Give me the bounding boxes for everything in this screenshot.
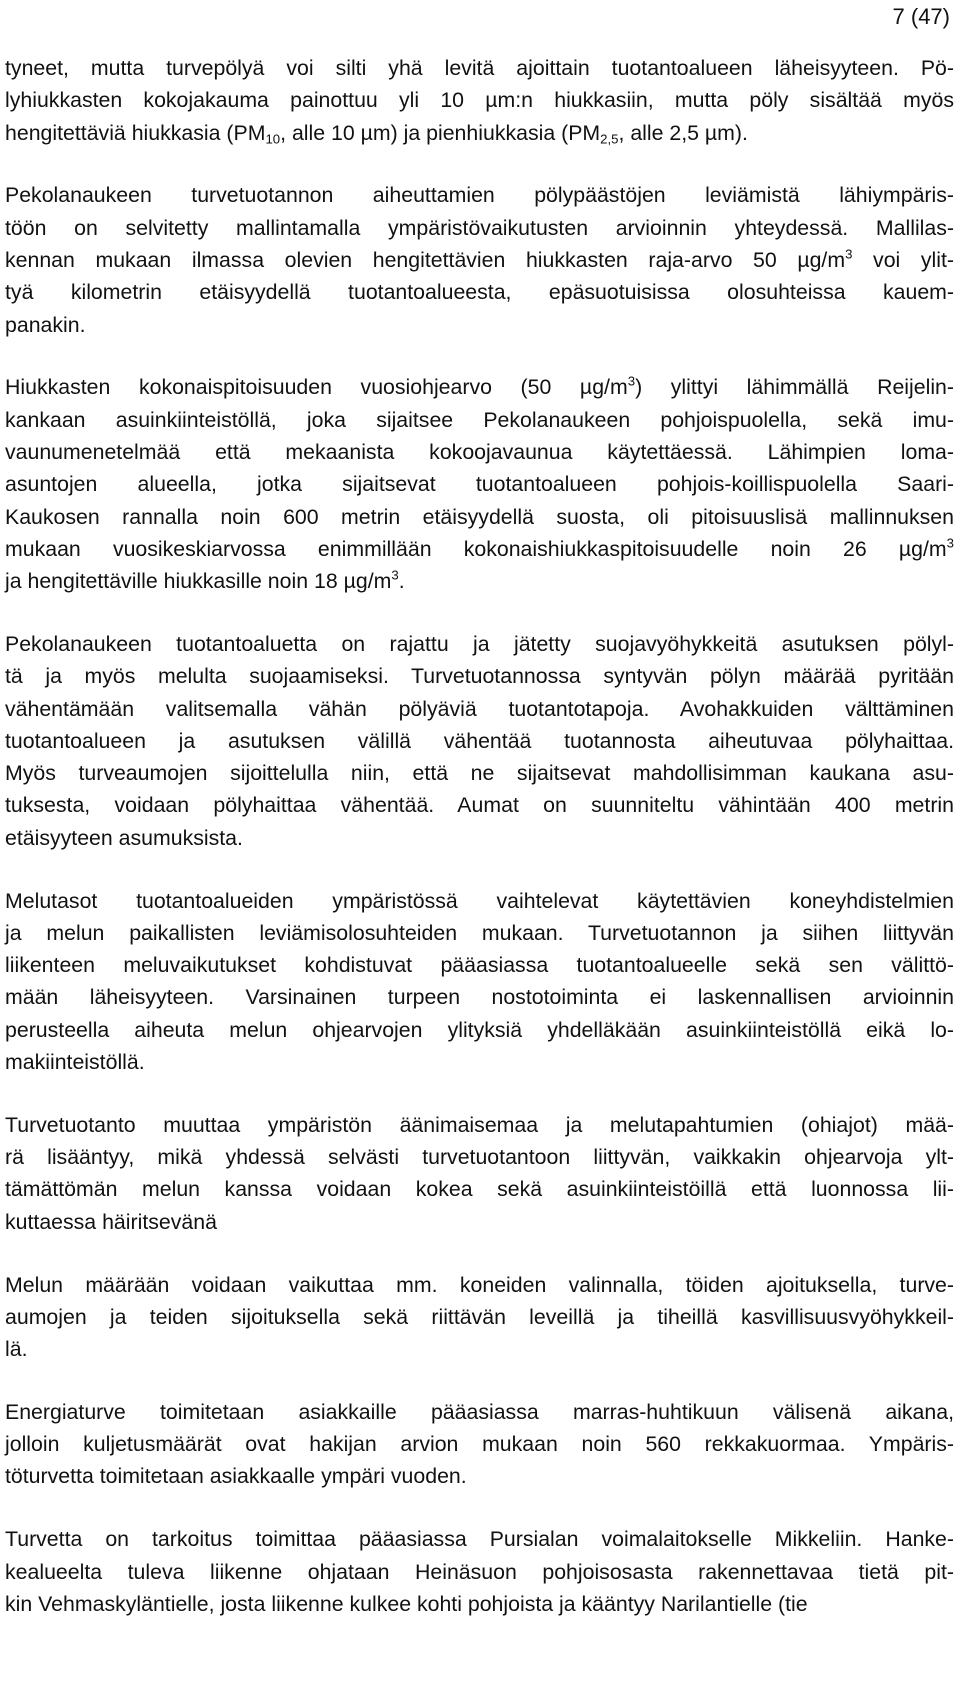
text-line: Myös turveaumojen sijoittelulla niin, että ne sijaitsevat mahdollisimman kaukana asu- bbox=[5, 761, 954, 786]
text-line: tyä kilometrin etäisyydellä tuotantoalueesta, epäsuotuisissa olosuhteissa kauem- bbox=[5, 280, 954, 305]
text-line: tuotantoalueen ja asutuksen välillä vähentää tuotannosta aiheutuvaa pölyhaittaa. bbox=[5, 728, 954, 753]
text-line: vaunumenetelmää että mekaanista kokoojavaunua käytettäessä. Lähimpien loma- bbox=[5, 439, 954, 464]
paragraph bbox=[5, 371, 954, 597]
text-line: tuksesta, voidaan pölyhaittaa vähentää. Aumat on suunniteltu vähintään 400 metrin bbox=[5, 793, 954, 818]
superscript: 3 bbox=[845, 246, 853, 262]
paragraph bbox=[5, 628, 954, 854]
paragraph bbox=[5, 1523, 954, 1620]
text-line: Kaukosen rannalla noin 600 metrin etäisyydellä suosta, oli pitoisuuslisä mallinnuksen bbox=[5, 504, 954, 529]
text-line: aumojen ja teiden sijoituksella sekä riittävän leveillä ja tiheillä kasvillisuusvyöhykkeil- bbox=[5, 1304, 954, 1329]
text-line: jolloin kuljetusmäärät ovat hakijan arvion mukaan noin 560 rekkakuormaa. Ympäris- bbox=[5, 1432, 954, 1457]
text-line: Turvetta on tarkoitus toimittaa pääasiassa Pursialan voimalaitokselle Mikkeliin. Hanke- bbox=[5, 1527, 954, 1552]
text-line: lyhiukkasten kokojakauma painottuu yli 10 µm:n hiukkasiin, mutta pöly sisältää myös bbox=[5, 88, 954, 113]
text-line: ja hengitettäville hiukkasille noin 18 $\mu g/m^3$. bbox=[5, 567, 405, 594]
superscript: 3 bbox=[627, 373, 636, 389]
text-line: panakin. bbox=[5, 312, 86, 337]
text-line: kennan mukaan ilmassa olevien hengitettävien hiukkasten raja-arvo 50 $\mu g/m^3$ voi ylit- bbox=[5, 246, 954, 272]
text-line: asuntojen alueella, jotka sijaitsevat tuotantoalueen pohjois-koillispuolella Saari- bbox=[5, 472, 954, 497]
text-line: Turvetuotanto muuttaa ympäristön äänimaisemaa ja melutapahtumien (ohiajot) mää- bbox=[5, 1112, 954, 1137]
text-line: kealueelta tuleva liikenne ohjataan Heinäsuon pohjoisosasta rakennettavaa tietä pit- bbox=[5, 1559, 954, 1584]
text-line: hengitettäviä hiukkasia ($PM_{10}$, alle 10 µm) ja pienhiukkasia ($PM_{2,5}$, alle 2,5 µm). bbox=[5, 120, 748, 146]
text-line: perusteella aiheuta melun ohjearvojen ylityksiä yhdelläkään asuinkiinteistöllä eikä lo- bbox=[5, 1017, 954, 1042]
text-line: Energiaturve toimitetaan asiakkaille pääasiassa marras-huhtikuun välisenä aikana, bbox=[5, 1399, 954, 1424]
paragraph bbox=[5, 885, 954, 1079]
text-line: tä ja myös melulta suojaamiseksi. Turvetuotannossa syntyvän pölyn määrää pyritään bbox=[5, 664, 954, 689]
text-line: tyneet, mutta turvepölyä voi silti yhä levitä ajoittain tuotantoalueen läheisyyteen. Pö- bbox=[5, 56, 954, 80]
text-line: Pekolanaukeen turvetuotannon aiheuttamien pölypäästöjen leviämistä lähiympäris- bbox=[5, 183, 954, 208]
text-line: töön on selvitetty mallintamalla ympäristövaikutusten arvioinnin yhteydessä. Mallilas- bbox=[5, 215, 954, 240]
subscript: 10 bbox=[265, 130, 281, 146]
text-line: ja melun paikallisten leviämisolosuhteiden mukaan. Turvetuotannon ja siihen liittyvän bbox=[5, 920, 954, 945]
paragraph bbox=[5, 52, 954, 149]
paragraph bbox=[5, 1396, 954, 1493]
subscript: 2,5 bbox=[600, 130, 619, 146]
text-line: Melutasot tuotantoalueiden ympäristössä vaihtelevat käytettävien koneyhdistelmien bbox=[5, 888, 954, 913]
paragraph bbox=[5, 1269, 954, 1366]
text-line: mään läheisyyteen. Varsinainen turpeen nostotoiminta ei laskennallisen arvioinnin bbox=[5, 985, 954, 1010]
text-line: rä lisääntyy, mikä yhdessä selvästi turvetuotantoon liittyvän, vaikkakin ohjearvoja ylt- bbox=[5, 1145, 954, 1170]
text-line: liikenteen meluvaikutukset kohdistuvat pääasiassa tuotantoalueelle sekä sen välittö- bbox=[5, 953, 954, 978]
text-line: mukaan vuosikeskiarvossa enimmillään kokonaishiukkaspitoisuudelle noin 26 $\mu g/m^3$ bbox=[5, 535, 954, 561]
superscript: 3 bbox=[391, 567, 399, 583]
text-line: kin Vehmaskyläntielle, josta liikenne kulkee kohti pohjoista ja kääntyy Narilantielle (tie bbox=[5, 1591, 808, 1616]
document-body bbox=[5, 52, 954, 1651]
text-line: kuttaessa häiritsevänä bbox=[5, 1209, 217, 1234]
text-line: vähentämään valitsemalla vähän pölyäviä tuotantotapoja. Avohakkuiden välttäminen bbox=[5, 696, 954, 721]
text-line: Pekolanaukeen tuotantoaluetta on rajattu ja jätetty suojavyöhykkeitä asutuksen pölyl- bbox=[5, 631, 954, 656]
text-line: makiinteistöllä. bbox=[5, 1050, 145, 1075]
paragraph bbox=[5, 179, 954, 340]
text-line: töturvetta toimitetaan asiakkaalle ympäri vuoden. bbox=[5, 1464, 467, 1489]
text-line: lä. bbox=[5, 1337, 28, 1362]
text-line: tämättömän melun kanssa voidaan kokea sekä asuinkiinteistöillä että luonnossa lii- bbox=[5, 1177, 954, 1202]
page-number: 7 (47) bbox=[892, 4, 950, 29]
paragraph bbox=[5, 1109, 954, 1238]
text-line: Hiukkasten kokonaispitoisuuden vuosiohjearvo (50 $\mu g/m^3$) ylittyi lähimmällä Reijelin- bbox=[5, 373, 954, 400]
text-line: kankaan asuinkiinteistöllä, joka sijaitsee Pekolanaukeen pohjoispuolella, sekä imu- bbox=[5, 407, 954, 432]
text-line: Melun määrään voidaan vaikuttaa mm. koneiden valinnalla, töiden ajoituksella, turve- bbox=[5, 1272, 954, 1297]
text-line: etäisyyteen asumuksista. bbox=[5, 825, 243, 850]
superscript: 3 bbox=[946, 535, 954, 551]
